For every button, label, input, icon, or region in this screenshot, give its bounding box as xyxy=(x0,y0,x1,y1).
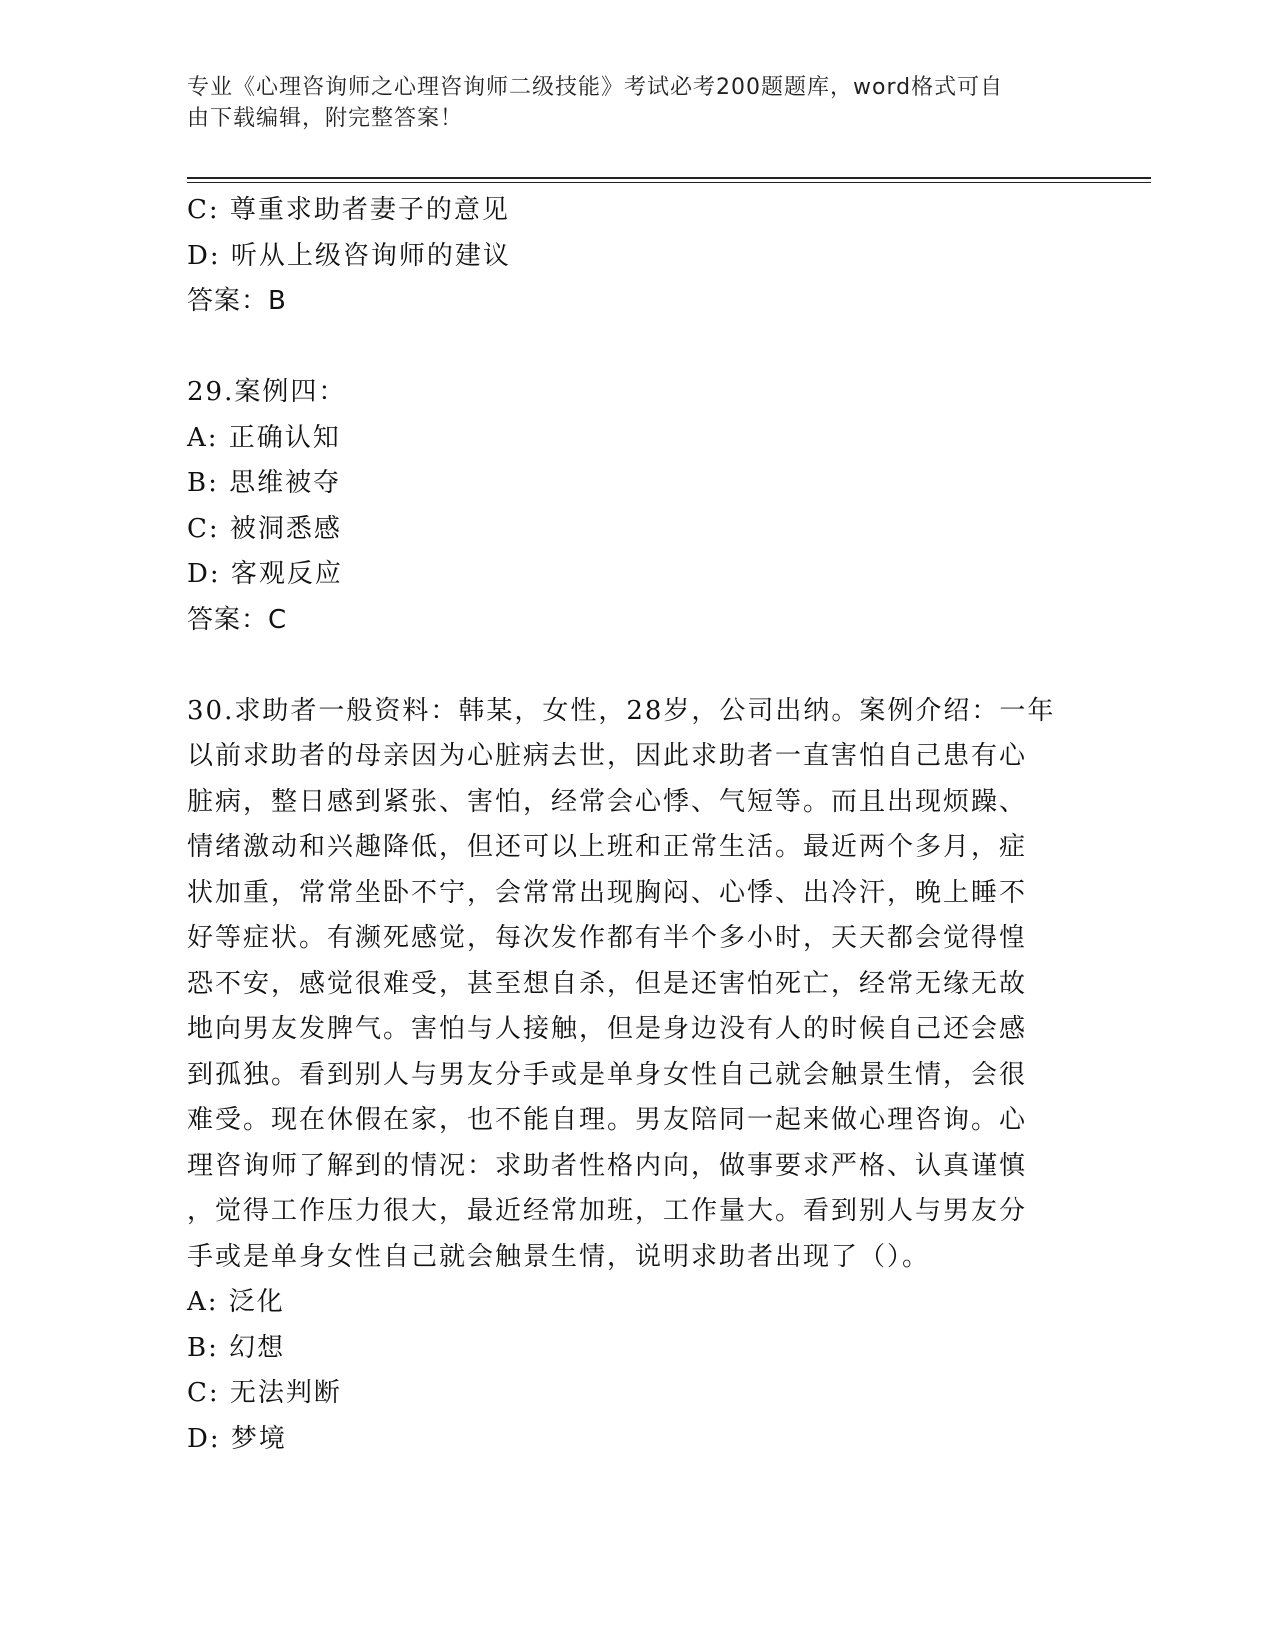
option-a: A: 正确认知 xyxy=(187,422,341,453)
option-c: C: 尊重求助者妻子的意见 xyxy=(187,195,510,225)
option-d: D: 客观反应 xyxy=(187,559,343,589)
stem-line: 以前求助者的母亲因为心脏病去世，因此求助者一直害怕自己患有心 xyxy=(187,741,1028,771)
option-b: B: 幻想 xyxy=(187,1332,286,1363)
stem-line: 状加重，常常坐卧不宁，会常常出现胸闷、心悸、出冷汗，晚上睡不 xyxy=(187,877,1028,908)
stem-line: 好等症状。有濒死感觉，每次发作都有半个多小时，天天都会觉得惶 xyxy=(187,923,1028,953)
option-c: C: 无法判断 xyxy=(187,1378,342,1408)
stem-line: 情绪激动和兴趣降低，但还可以上班和正常生活。最近两个多月，症 xyxy=(187,832,1028,862)
spacer xyxy=(187,643,1087,689)
stem-line: 恐不安，感觉很难受，甚至想自杀，但是还害怕死亡，经常无缘无故 xyxy=(187,968,1028,999)
stem-line: 理咨询师了解到的情况：求助者性格内向，做事要求严格、认真谨慎 xyxy=(187,1150,1028,1181)
stem-line: 手或是单身女性自己就会触景生情，说明求助者出现了（）。 xyxy=(187,1241,931,1272)
stem-line: ，觉得工作压力很大，最近经常加班，工作量大。看到别人与男友分 xyxy=(187,1196,1028,1226)
option-c: C: 被洞悉感 xyxy=(187,513,342,544)
option-a: A: 泛化 xyxy=(187,1287,285,1317)
document-header xyxy=(187,72,1067,134)
answer-line: 答案：B xyxy=(187,286,287,316)
stem-line: 30.求助者一般资料：韩某，女性，28岁，公司出纳。案例介绍：一年 xyxy=(187,695,1056,726)
header-rule-thick xyxy=(187,177,1151,179)
document-body xyxy=(187,188,1087,1462)
option-d: D: 梦境 xyxy=(187,1423,287,1454)
header-line-2: 由下载编辑，附完整答案！ xyxy=(187,106,464,131)
header-line-1: 专业《心理咨询师之心理咨询师二级技能》考试必考200题题库，word格式可自 xyxy=(187,75,1004,100)
question-stem xyxy=(187,689,1087,1281)
stem-line: 难受。现在休假在家，也不能自理。男友陪同一起来做心理咨询。心 xyxy=(187,1105,1028,1135)
question-30 xyxy=(187,689,1087,1463)
stem-line: 地向男友发脾气。害怕与人接触，但是身边没有人的时候自己还会感 xyxy=(187,1014,1028,1044)
option-b: B: 思维被夺 xyxy=(187,468,342,498)
header-rule-thin xyxy=(187,182,1151,183)
question-stem: 29.案例四： xyxy=(187,377,347,407)
stem-line: 到孤独。看到别人与男友分手或是单身女性自己就会触景生情，会很 xyxy=(187,1059,1028,1090)
answer-line: 答案：C xyxy=(187,604,288,635)
question-28-tail xyxy=(187,188,1087,325)
stem-line: 脏病，整日感到紧张、害怕，经常会心悸、气短等。而且出现烦躁、 xyxy=(187,786,1028,817)
option-d: D: 听从上级咨询师的建议 xyxy=(187,240,511,271)
spacer xyxy=(187,325,1087,371)
question-29 xyxy=(187,370,1087,643)
